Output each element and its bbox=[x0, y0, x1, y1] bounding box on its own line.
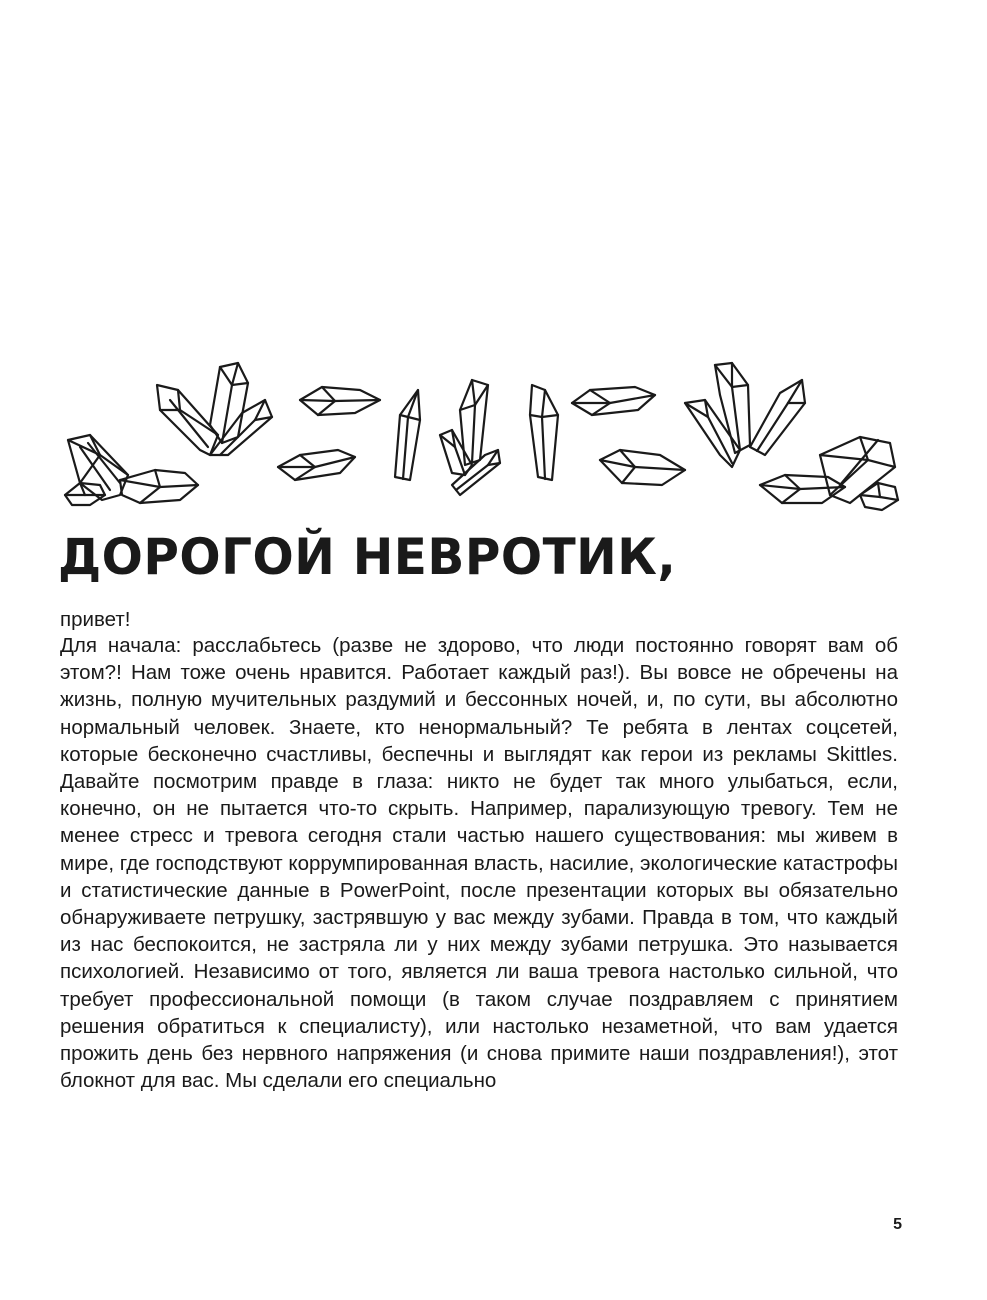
page-title: ДОРОГОЙ НЕВРОТИК, bbox=[58, 528, 677, 586]
crystal-right-flat bbox=[760, 475, 845, 503]
body-paragraph: Для начала: расслабьтесь (разве не здорово, что люди постоянно говорят вам об этом?! Нам тоже очень нравится. Работает каждый раз!). Вы вовсе не обречены на жизнь, полную мучительных раздумий и бессонных ночей, и, по сути, вы абсолютно нормальный человек. Знаете, кто ненормальный? Те ребята в лентах соцсетей, которые бесконечно счастливы, беспечны и выглядят как герои из рекламы Skittles. Давайте посмотрим правде в глаза: никто не будет так много улыбаться, если, конечно, он не пытается что-то скрыть. Например, парализующую тревогу. Тем не менее стресс и тревога сегодня стали частью нашего существования: мы живем в мире, где господствуют коррумпированная власть, насилие, экологические катастрофы и статистические данные в PowerPoint, после презентации которых вы обязательно обнаруживаете петрушку, застрявшую у вас между зубами. Правда в том, что каждый из нас беспокоится, не застряла ли у них между зубами петрушка. Это называется психологией. Независимо от того, является ли ваша тревога настолько сильной, что требует профессиональной помощи (в таком случае поздравляем с принятием решения обратиться к специалисту), или настолько незаметной, что вам удается прожить день без нервного напряжения (и снова примите наши поздравления!), этот блокнот для вас. Мы сделали его специально bbox=[60, 634, 898, 1093]
crystal-left-upright-1 bbox=[157, 385, 218, 455]
crystal-float-3 bbox=[572, 387, 655, 415]
crystal-left-flat bbox=[120, 470, 198, 503]
page-number: 5 bbox=[893, 1216, 902, 1233]
crystals-illustration bbox=[60, 355, 900, 525]
crystals-ornament bbox=[60, 355, 900, 525]
crystal-float-1 bbox=[300, 387, 380, 415]
crystal-left-upright-3 bbox=[210, 400, 272, 455]
crystal-float-4 bbox=[600, 450, 685, 485]
crystal-right-small bbox=[860, 483, 898, 510]
crystal-right-upright-1 bbox=[685, 400, 740, 467]
crystal-right-large bbox=[820, 437, 895, 503]
greeting-text: привет! bbox=[60, 608, 131, 631]
crystal-right-upright-3 bbox=[750, 380, 805, 455]
crystal-vertical-2 bbox=[530, 385, 558, 480]
crystal-center-2 bbox=[440, 430, 472, 475]
crystal-float-2 bbox=[278, 450, 355, 480]
crystal-vertical-1 bbox=[395, 390, 420, 480]
crystal-left-large bbox=[68, 435, 128, 500]
